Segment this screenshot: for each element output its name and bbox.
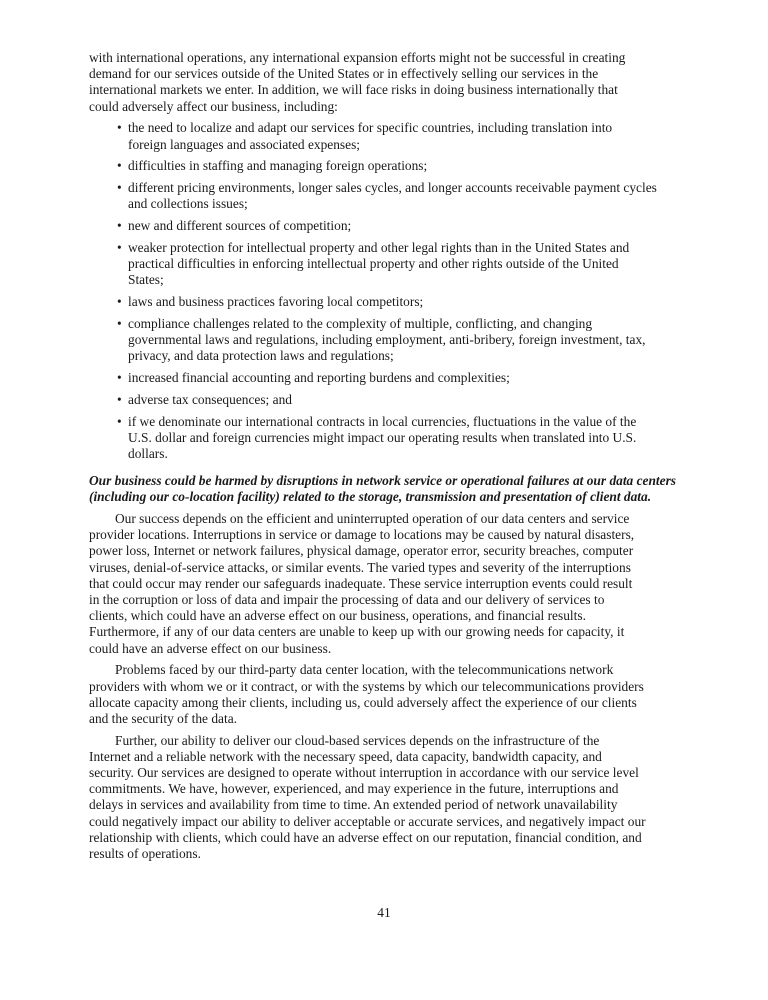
text-line: viruses, denial-of-service attacks, or similar events. The varied types and severity of the interruptions	[89, 559, 631, 575]
text-line: demand for our services outside of the United States or in effectively selling our services in the	[89, 66, 599, 82]
text-line: allocate capacity among their clients, including us, could adversely affect the experience of our clients	[89, 694, 637, 710]
text-line: provider locations. Interruptions in service or damage to locations may be caused by natural disasters,	[89, 527, 635, 543]
text-line: and collections issues;	[128, 196, 248, 212]
bullet-item	[89, 158, 689, 174]
document-body	[89, 50, 689, 862]
bullet-item	[89, 316, 689, 365]
text-line: difficulties in staffing and managing foreign operations;	[128, 158, 428, 174]
section-heading	[89, 473, 689, 505]
text-line: U.S. dollar and foreign currencies might impact our operating results when translated into U.S.	[128, 429, 637, 445]
text-line: dollars.	[128, 445, 168, 461]
text-line: weaker protection for intellectual property and other legal rights than in the United States and	[128, 239, 630, 255]
bullet-icon: •	[117, 294, 122, 309]
bullet-item	[89, 294, 689, 310]
text-line: governmental laws and regulations, including employment, anti-bribery, foreign investment, tax,	[128, 331, 646, 347]
bullet-icon: •	[117, 180, 122, 196]
intro-paragraph	[89, 50, 689, 115]
body-paragraph	[89, 662, 689, 727]
body-paragraph	[89, 511, 689, 657]
text-line: compliance challenges related to the complexity of multiple, conflicting, and changing	[128, 315, 593, 331]
bullet-icon: •	[117, 158, 122, 174]
bullet-icon: •	[117, 369, 122, 385]
text-line: Problems faced by our third-party data center location, with the telecommunications network	[115, 662, 614, 678]
section-body	[89, 511, 689, 862]
text-line: delays in services and availability from time to time. An extended period of network unavailability	[89, 797, 618, 813]
bullet-icon: •	[117, 391, 122, 407]
text-line: the need to localize and adapt our services for specific countries, including translation into	[128, 120, 613, 136]
text-line: laws and business practices favoring local competitors;	[128, 294, 424, 309]
text-line: could have an adverse effect on our business.	[89, 640, 332, 656]
text-line: providers with whom we or it contract, or with the systems by which our telecommunications providers	[89, 678, 644, 694]
text-line: different pricing environments, longer sales cycles, and longer accounts receivable payment cycles	[128, 180, 657, 196]
bullet-icon: •	[117, 218, 122, 234]
text-line: clients, which could have an adverse effect on our business, operations, and financial results.	[89, 608, 586, 624]
text-line: States;	[128, 272, 164, 288]
risk-bullet-list	[89, 120, 689, 462]
text-line: relationship with clients, which could have an adverse effect on our reputation, financial condition, and	[89, 829, 642, 845]
text-line: foreign languages and associated expenses;	[128, 136, 361, 152]
text-line: (including our co-location facility) related to the storage, transmission and presentation of client data.	[89, 489, 652, 505]
text-line: Further, our ability to deliver our cloud-based services depends on the infrastructure of the	[115, 732, 600, 748]
bullet-item	[89, 218, 689, 234]
body-paragraph	[89, 733, 689, 863]
bullet-icon: •	[117, 413, 122, 429]
text-line: could negatively impact our ability to deliver acceptable or accurate services, and negatively impact our	[89, 813, 646, 829]
text-line: Furthermore, if any of our data centers are unable to keep up with our growing needs for capacity, it	[89, 624, 625, 640]
text-line: increased financial accounting and reporting burdens and complexities;	[128, 369, 510, 385]
bullet-item	[89, 392, 689, 408]
text-line: new and different sources of competition;	[128, 218, 352, 234]
text-line: adverse tax consequences; and	[128, 391, 292, 407]
text-line: in the corruption or loss of data and impair the processing of data and our delivery of services to	[89, 591, 605, 607]
text-line: Internet and a reliable network with the necessary speed, data capacity, bandwidth capacity, and	[89, 748, 602, 764]
text-line: could adversely affect our business, including:	[89, 98, 338, 114]
bullet-item	[89, 120, 689, 152]
bullet-item	[89, 370, 689, 386]
text-line: and the security of the data.	[89, 710, 237, 726]
bullet-item	[89, 180, 689, 212]
bullet-icon: •	[117, 239, 122, 255]
text-line: with international operations, any international expansion efforts might not be successful in creating	[89, 50, 626, 65]
text-line: power loss, Internet or network failures, physical damage, operator error, security breaches, computer	[89, 543, 634, 559]
bullet-item	[89, 240, 689, 289]
text-line: security. Our services are designed to operate without interruption in accordance with our service level	[89, 765, 639, 781]
text-line: commitments. We have, however, experienced, and may experience in the future, interruptions and	[89, 781, 619, 797]
text-line: if we denominate our international contracts in local currencies, fluctuations in the value of the	[128, 413, 637, 429]
bullet-icon: •	[117, 315, 122, 331]
text-line: international markets we enter. In addition, we will face risks in doing business internationally that	[89, 82, 618, 98]
text-line: Our success depends on the efficient and uninterrupted operation of our data centers and service	[115, 511, 630, 527]
text-line: that could occur may render our safeguards inadequate. These service interruption events could result	[89, 575, 633, 591]
text-line: privacy, and data protection laws and regulations;	[128, 348, 394, 364]
bullet-icon: •	[117, 120, 122, 136]
bullet-item	[89, 414, 689, 463]
text-line: practical difficulties in enforcing intellectual property and other rights outside of the United	[128, 256, 619, 272]
page-number: 41	[377, 905, 391, 920]
text-line: results of operations.	[89, 845, 201, 861]
text-line: Our business could be harmed by disruptions in network service or operational failures at our data centers	[89, 473, 677, 489]
